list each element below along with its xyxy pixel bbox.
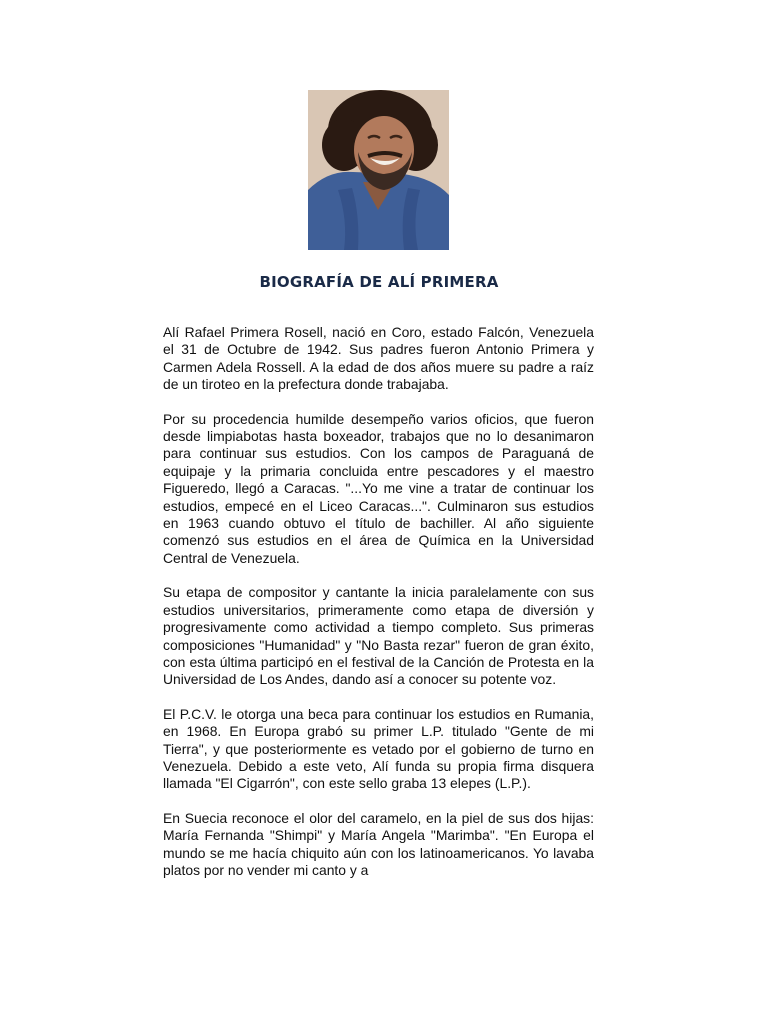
paragraph: Alí Rafael Primera Rosell, nació en Coro, estado Falcón, Venezuela el 31 de Octubre de 1942. Sus padres fueron Antonio Primera y Carmen Adela Rossell. A la edad de dos años muere su padre a raíz de un tiroteo en la prefectura donde trabajaba.: [163, 324, 594, 393]
paragraph: Su etapa de compositor y cantante la inicia paralelamente con sus estudios universitarios, primeramente como etapa de diversión y progresivamente como actividad a tiempo completo. Sus primeras composiciones "Humanidad" y "No Basta rezar" fueron de gran éxito, con esta última participó en el festival de la Canción de Protesta en la Universidad de Los Andes, dando así a conocer su potente voz.: [163, 584, 594, 688]
portrait-photo: [308, 90, 449, 250]
portrait-illustration: [308, 90, 449, 250]
document-title: BIOGRAFÍA DE ALÍ PRIMERA: [259, 273, 499, 291]
paragraph: Por su procedencia humilde desempeño varios oficios, que fueron desde limpiabotas hasta boxeador, trabajos que no lo desanimaron para continuar sus estudios. Con los campos de Paraguaná de equipaje y la primaria concluida entre pescadores y el maestro Figueredo, llegó a Caracas. "...Yo me vine a tratar de continuar los estudios, empecé en el Liceo Caracas...". Culminaron sus estudios en 1963 cuando obtuvo el título de bachiller. Al año siguiente comenzó sus estudios en el área de Química en la Universidad Central de Venezuela.: [163, 410, 594, 566]
biography-body: [163, 324, 594, 896]
paragraph: En Suecia reconoce el olor del caramelo, en la piel de sus dos hijas: María Fernanda "Shimpi" y María Angela "Marimba". "En Europa el mundo se me hacía chiquito aún con los latinoamericanos. Yo lavaba platos por no vender mi canto y a: [163, 809, 594, 878]
paragraph: El P.C.V. le otorga una beca para continuar los estudios en Rumania, en 1968. En Europa grabó su primer L.P. titulado "Gente de mi Tierra", y que posteriormente es vetado por el gobierno de turno en Venezuela. Debido a este veto, Alí funda su propia firma disquera llamada "El Cigarrón", con este sello graba 13 elepes (L.P.).: [163, 705, 594, 792]
